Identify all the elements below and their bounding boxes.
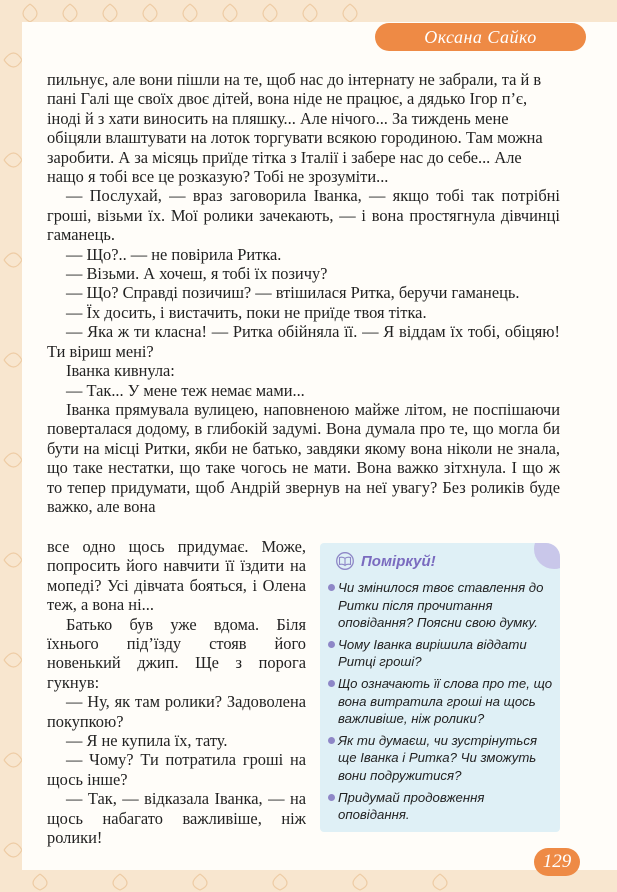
author-header — [375, 23, 586, 51]
question-item — [328, 636, 554, 671]
question-list — [328, 579, 554, 828]
story-paragraph: — Яка ж ти класна! — Ритка обійняла її. — Я віддам їх тобі, обіцяю! Ти віриш мені? — [47, 322, 560, 361]
story-column-text — [47, 537, 306, 848]
bullet-icon — [328, 737, 335, 744]
story-paragraph: — Я не купила їх, тату. — [66, 731, 228, 751]
author-name: Оксана Сайко — [424, 26, 537, 47]
bullet-icon — [328, 641, 335, 648]
question-text: Чи змінилося твоє ставлення до Ритки після прочитання оповідання? Поясни свою думку. — [338, 580, 544, 631]
story-paragraph: Іванка кивнула: — [66, 361, 175, 381]
story-paragraph: Іванка прямувала вулицею, наповненою майже літом, не поспішаючи поверталася додому, в глибокій задумі. Вона думала про те, що могла би бути на місці Ритки, якби не батько, завдяки якому вона ніколи не знала, що таке нестатки, що таке чогось не мати. Вона важко зітхнула. І що ж то тепер придумати, щоб Андрій звернув на неї увагу? Без роликів буде важко, але вона — [47, 399, 560, 516]
bullet-icon — [328, 680, 335, 687]
story-paragraph: — Ну, як там ролики? Задоволена покупкою? — [47, 692, 306, 731]
think-box-header — [334, 550, 436, 572]
story-paragraph: — Чому? Ти потратила гроші на щось інше? — [47, 750, 306, 789]
question-item — [328, 579, 554, 632]
story-paragraph: — Так, — відказала Іванка, — на щось набагато важливіше, ніж ролики! — [47, 789, 306, 848]
story-paragraph: — Візьми. А хочеш, я тобі їх позичу? — [66, 264, 328, 284]
page-number-badge — [534, 848, 580, 876]
think-box-title: Поміркуй! — [361, 552, 436, 570]
story-text — [47, 70, 560, 516]
story-paragraph: Батько був уже вдома. Біля їхнього під’їзду стояв його новенький джип. Ще з порога гукнув: — [47, 614, 306, 692]
question-item — [328, 675, 554, 728]
question-text: Чому Іванка вирішила віддати Ритці гроші? — [338, 636, 527, 670]
book-icon — [334, 552, 356, 570]
question-text: Придумай продовження оповідання. — [338, 789, 485, 823]
story-paragraph: пильнує, але вони пішли на те, щоб нас до інтернату не забрали, та й в пані Галі ще своїх двоє дітей, вона ніде не працює, а дядько Ігор п’є, іноді й з хати виносить на пляшку... Але нічого... За тиждень мене обіцяли влаштувати на лоток торгувати всякою городиною. Там можна заробити. А за місяць приїде тітка з Італії і забере нас до себе... Але нащо я тобі все це розказую? Тобі не зрозуміти... — [47, 70, 543, 187]
question-text: Що означають її слова про те, що вона витратила гроші на щось важливіше, ніж ролики? — [338, 675, 553, 727]
story-paragraph: все одно щось придумає. Може, попросить його навчити її їздити на мопеді? Усі дівчата бояться, і Олена теж, а вона ні... — [47, 537, 306, 615]
bullet-icon — [328, 584, 335, 591]
story-paragraph: — Що?.. — не повірила Ритка. — [66, 244, 282, 264]
page-number: 129 — [542, 851, 572, 872]
story-paragraph: — Що? Справді позичиш? — втішилася Ритка, беручи гаманець. — [66, 283, 520, 303]
question-item — [328, 789, 554, 824]
bullet-icon — [328, 794, 335, 801]
story-paragraph: — Так... У мене теж немає мами... — [66, 380, 305, 400]
think-box — [320, 543, 560, 832]
question-text: Як ти думаєш, чи зустрінуться ще Іванка і Ритка? Чи зможуть вони подружитися? — [338, 732, 537, 783]
story-paragraph: — Послухай, — враз заговорила Іванка, — якщо тобі так потрібні гроші, візьми їх. Мої ролики зачекають, — і вона простягнула дівчинці гаманець. — [47, 186, 560, 245]
think-box-corner — [534, 543, 560, 569]
story-paragraph: — Їх досить, і вистачить, поки не приїде твоя тітка. — [66, 302, 427, 322]
question-item — [328, 732, 554, 785]
